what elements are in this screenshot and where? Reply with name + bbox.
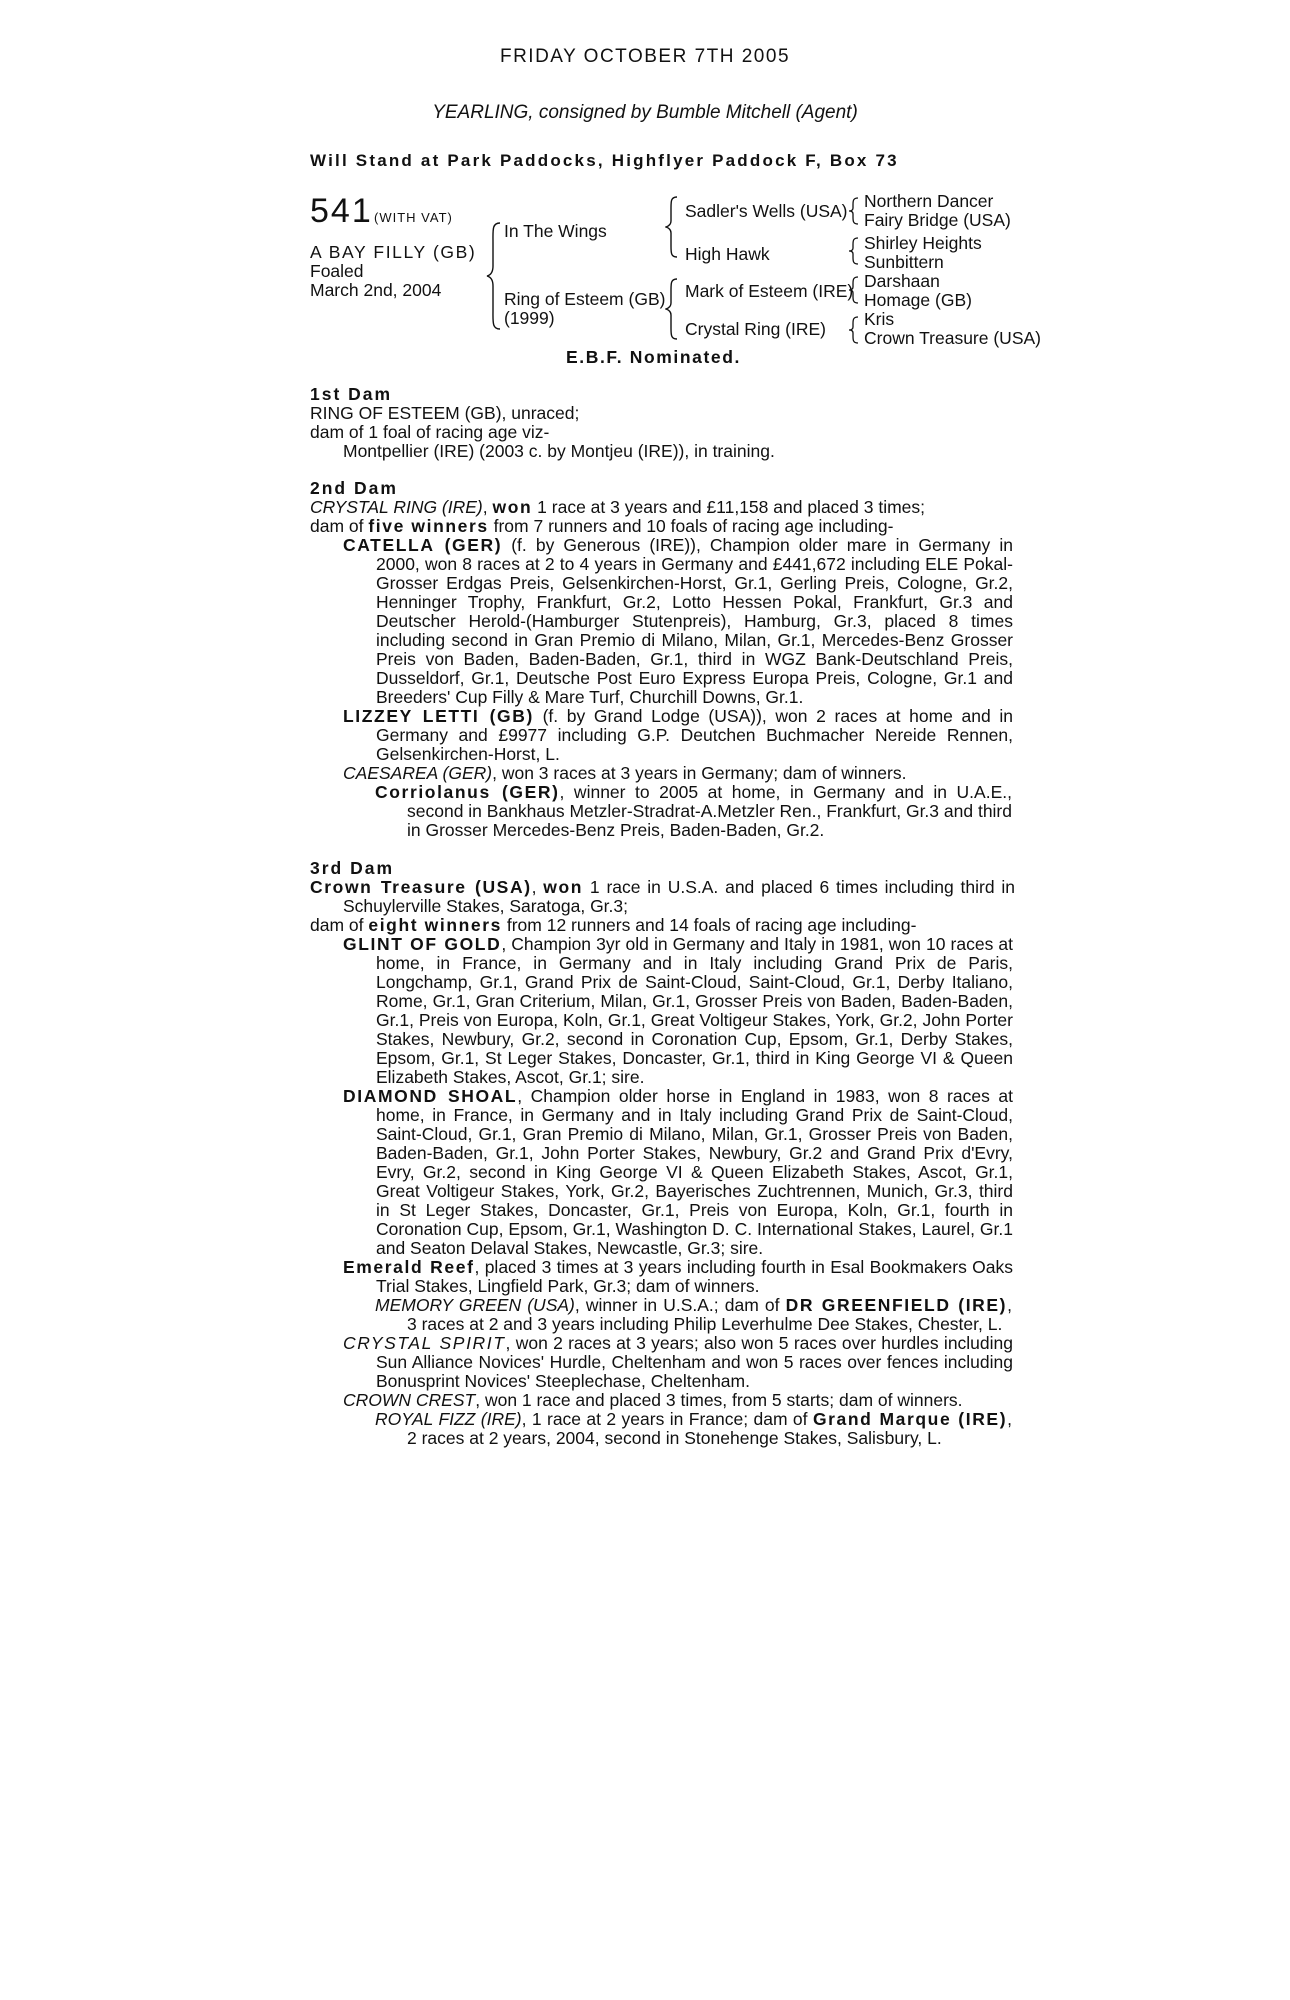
pedigree-sss: Northern Dancer xyxy=(864,191,994,211)
entry-emerald xyxy=(343,1258,1013,1296)
memory-foal: DR GREENFIELD (IRE) xyxy=(785,1295,1008,1315)
memory-text: , winner in U.S.A.; dam of xyxy=(574,1295,780,1315)
consignor-line: YEARLING, consigned by Bumble Mitchell (Agent) xyxy=(432,102,858,123)
second-dam-won: won xyxy=(492,497,533,517)
diamond-name: DIAMOND SHOAL xyxy=(343,1086,518,1106)
memory-rest: , 3 races at 2 and 3 years including Philip Leverhulme Dee Stakes, Chester, L. xyxy=(407,1295,1012,1334)
pedigree-sds: Shirley Heights xyxy=(864,233,982,253)
pedigree-dds: Kris xyxy=(864,309,895,329)
second-dam-record: 1 race at 3 years and £11,158 and placed 3 times; xyxy=(537,497,926,517)
second-dam-of-a: dam of xyxy=(310,516,364,536)
pedigree-dam-dam: Crystal Ring (IRE) xyxy=(685,319,826,339)
lot-number: 541 xyxy=(310,192,373,230)
vat-note: (WITH VAT) xyxy=(374,210,453,225)
stand-location: Will Stand at Park Paddocks, Highflyer Paddock F, Box 73 xyxy=(310,151,899,170)
pedigree-dam-sire: Mark of Esteem (IRE) xyxy=(685,281,854,301)
pedigree-ddd: Crown Treasure (USA) xyxy=(864,328,1041,348)
corriolanus-text: , winner to 2005 at home, in Germany and in U.A.E., second in Bankhaus Metzler-Stradrat-A.Metzler Ren., Frankfurt, Gr.3 and third in Grosser Mercedes-Benz Preis, Baden-Baden, Gr.2. xyxy=(407,782,1012,840)
pedigree-brace-dd xyxy=(848,316,860,344)
pedigree-brace-ss xyxy=(848,197,860,225)
entry-catella xyxy=(343,536,1013,707)
catella-text: (f. by Generous (IRE)), Champion older mare in Germany in 2000, won 8 races at 2 to 4 years in Germany and £441,672 including ELE Pokal-Grosser Erdgas Preis, Gelsenkirchen-Horst, Gr.1, Gerling Preis, Cologne, Gr.2, Henninger Trophy, Frankfurt, Gr.2, Lotto Hessen Pokal, Frankfurt, Gr.3 and Deutscher Herold-(Hamburger Stutenpreis), Hamburg, Gr.3, placed 8 times including second in Gran Premio di Milano, Milan, Gr.1, Mercedes-Benz Grosser Preis von Baden, Baden-Baden, Gr.1, third in WGZ Bank-Deutschland Preis, Dusseldorf, Gr.1, Deutsche Post Euro Express Europa Preis, Cologne, Gr.1 and Breeders' Cup Filly & Mare Turf, Churchill Downs, Gr.1. xyxy=(376,535,1013,707)
pedigree-brace-sire xyxy=(665,196,679,258)
pedigree-dam-year: (1999) xyxy=(504,308,555,328)
pedigree-brace-dam xyxy=(665,278,679,340)
third-dam-record: 1 race in U.S.A. and placed 6 times including third in Schuylerville Stakes, Saratoga, Gr.3; xyxy=(343,877,1015,916)
entry-glint xyxy=(343,935,1013,1087)
third-dam-intro: Crown Treasure (USA), won 1 race in U.S.A. and placed 6 times including third in Schuylerville Stakes, Saratoga, Gr.3; xyxy=(310,877,1015,916)
third-dam-of-c: from 12 runners and 14 foals of racing age including- xyxy=(506,915,917,935)
crystal-spirit-text: , won 2 races at 3 years; also won 5 races over hurdles including Sun Alliance Novices' Hurdle, Cheltenham and won 5 races over fences including Bonusprint Novices' Steeplechase, Cheltenham. xyxy=(376,1333,1014,1391)
caesarea-name: CAESAREA (GER) xyxy=(343,763,493,783)
catella-name: CATELLA (GER) xyxy=(343,535,503,555)
diamond-text: , Champion older horse in England in 1983, won 8 races at home, in France, in Germany and in Italy including Grand Prix de Saint-Cloud, Saint-Cloud, Gr.1, Gran Premio di Milano, Milan, Gr.1, Grosser Preis von Baden, Baden-Baden, Gr.1, John Porter Stakes, Newbury, Gr.2 and Grand Prix d'Evry, Evry, Gr.2, second in King George VI & Queen Elizabeth Stakes, Ascot, Gr.1, Great Voltigeur Stakes, York, Gr.2, Bayerisches Zuchtrennen, Munich, Gr.3, third in St Leger Stakes, Doncaster, Gr.1, Preis von Europa, Koln, Gr.1, fourth in Coronation Cup, Epsom, Gr.1, Washington D. C. International Stakes, Laurel, Gr.1 and Seaton Delaval Stakes, Newcastle, Gr.3; sire. xyxy=(376,1086,1013,1258)
pedigree-sire: In The Wings xyxy=(504,221,607,241)
second-dam-heading: 2nd Dam xyxy=(310,478,398,498)
entry-caesarea xyxy=(343,764,980,783)
caesarea-text: , won 3 races at 3 years in Germany; dam of winners. xyxy=(492,763,907,783)
sale-date: FRIDAY OCTOBER 7TH 2005 xyxy=(499,46,791,67)
entry-memory xyxy=(375,1296,1012,1334)
first-dam-line-2: dam of 1 foal of racing age viz- xyxy=(310,422,550,442)
third-dam-of-a: dam of xyxy=(310,915,364,935)
glint-name: GLINT OF GOLD xyxy=(343,934,502,954)
third-dam-heading: 3rd Dam xyxy=(310,858,395,878)
lot-name: A BAY FILLY (GB) xyxy=(310,242,477,262)
memory-name: MEMORY GREEN (USA) xyxy=(375,1295,575,1315)
lizzey-name: LIZZEY LETTI (GB) xyxy=(343,706,534,726)
royal-fizz-name: ROYAL FIZZ (IRE) xyxy=(375,1409,522,1429)
first-dam-heading: 1st Dam xyxy=(310,384,393,404)
first-dam-line-1: RING OF ESTEEM (GB), unraced; xyxy=(310,403,580,423)
corriolanus-name: Corriolanus (GER) xyxy=(375,782,560,802)
royal-fizz-text: , 1 race at 2 years in France; dam of xyxy=(521,1409,808,1429)
second-dam-winners: five winners xyxy=(368,516,489,536)
ebf-note: E.B.F. Nominated. xyxy=(566,347,741,367)
foaled-label: Foaled xyxy=(310,261,364,281)
pedigree-sdd: Sunbittern xyxy=(864,252,944,272)
foaled-date: March 2nd, 2004 xyxy=(310,280,442,300)
lizzey-text: (f. by Grand Lodge (USA)), won 2 races at home and in Germany and £9977 including G.P. Deutchen Buchmacher Nereide Rennen, Gelsenkirchen-Horst, L. xyxy=(376,706,1013,764)
glint-text: , Champion 3yr old in Germany and Italy in 1981, won 10 races at home, in France, in Germany and in Italy including Grand Prix de Paris, Longchamp, Gr.1, Grand Prix de Saint-Cloud, Saint-Cloud, Gr.1, Derby Italiano, Rome, Gr.1, Gran Criterium, Milan, Gr.1, Grosser Preis von Baden, Baden-Baden, Gr.1, Preis von Europa, Koln, Gr.1, Great Voltigeur Stakes, York, Gr.2, John Porter Stakes, Newbury, Gr.2, second in Coronation Cup, Epsom, Gr.1, Derby Stakes, Epsom, Gr.1, St Leger Stakes, Doncaster, Gr.1, third in King George VI & Queen Elizabeth Stakes, Ascot, Gr.1; sire. xyxy=(376,934,1014,1087)
pedigree-ssd: Fairy Bridge (USA) xyxy=(864,210,1011,230)
pedigree-brace-sd xyxy=(848,237,860,265)
crystal-spirit-name: CRYSTAL SPIRIT xyxy=(343,1333,506,1353)
emerald-text: , placed 3 times at 3 years including fourth in Esal Bookmakers Oaks Trial Stakes, Lingfield Park, Gr.3; dam of winners. xyxy=(376,1257,1013,1296)
second-dam-intro: CRYSTAL RING (IRE), won 1 race at 3 years and £11,158 and placed 3 times; dam of five winners from 7 runners and 10 foals of racing age including- xyxy=(310,497,926,536)
first-dam-line-3: Montpellier (IRE) (2003 c. by Montjeu (IRE)), in training. xyxy=(343,441,775,461)
third-dam-winners: eight winners xyxy=(368,915,502,935)
entry-diamond xyxy=(343,1087,1013,1258)
pedigree-sire-sire: Sadler's Wells (USA) xyxy=(685,201,848,221)
entry-lizzey xyxy=(343,707,1013,764)
royal-fizz-rest: , 2 races at 2 years, 2004, second in Stonehenge Stakes, Salisbury, L. xyxy=(407,1409,1013,1448)
pedigree-sire-dam: High Hawk xyxy=(685,244,770,264)
second-dam-name: CRYSTAL RING (IRE) xyxy=(310,497,483,517)
royal-fizz-foal: Grand Marque (IRE) xyxy=(812,1409,1008,1429)
crown-crest-name: CROWN CREST xyxy=(343,1390,476,1410)
second-dam-of-c: from 7 runners and 10 foals of racing age including- xyxy=(493,516,894,536)
pedigree-dam: Ring of Esteem (GB) xyxy=(504,289,666,309)
pedigree-brace-main xyxy=(486,222,502,330)
emerald-name: Emerald Reef xyxy=(343,1257,475,1277)
pedigree-dsd: Homage (GB) xyxy=(864,290,972,310)
pedigree-dss: Darshaan xyxy=(864,271,940,291)
entry-royal-fizz xyxy=(375,1410,1012,1448)
third-dam-name: Crown Treasure (USA) xyxy=(310,877,532,897)
third-dam-of xyxy=(310,916,982,935)
entry-crystal-spirit xyxy=(343,1334,1013,1391)
crown-crest-text: , won 1 race and placed 3 times, from 5 starts; dam of winners. xyxy=(475,1390,963,1410)
entry-corriolanus xyxy=(375,783,1012,840)
third-dam-won: won xyxy=(543,877,584,897)
entry-crown-crest xyxy=(343,1391,980,1410)
